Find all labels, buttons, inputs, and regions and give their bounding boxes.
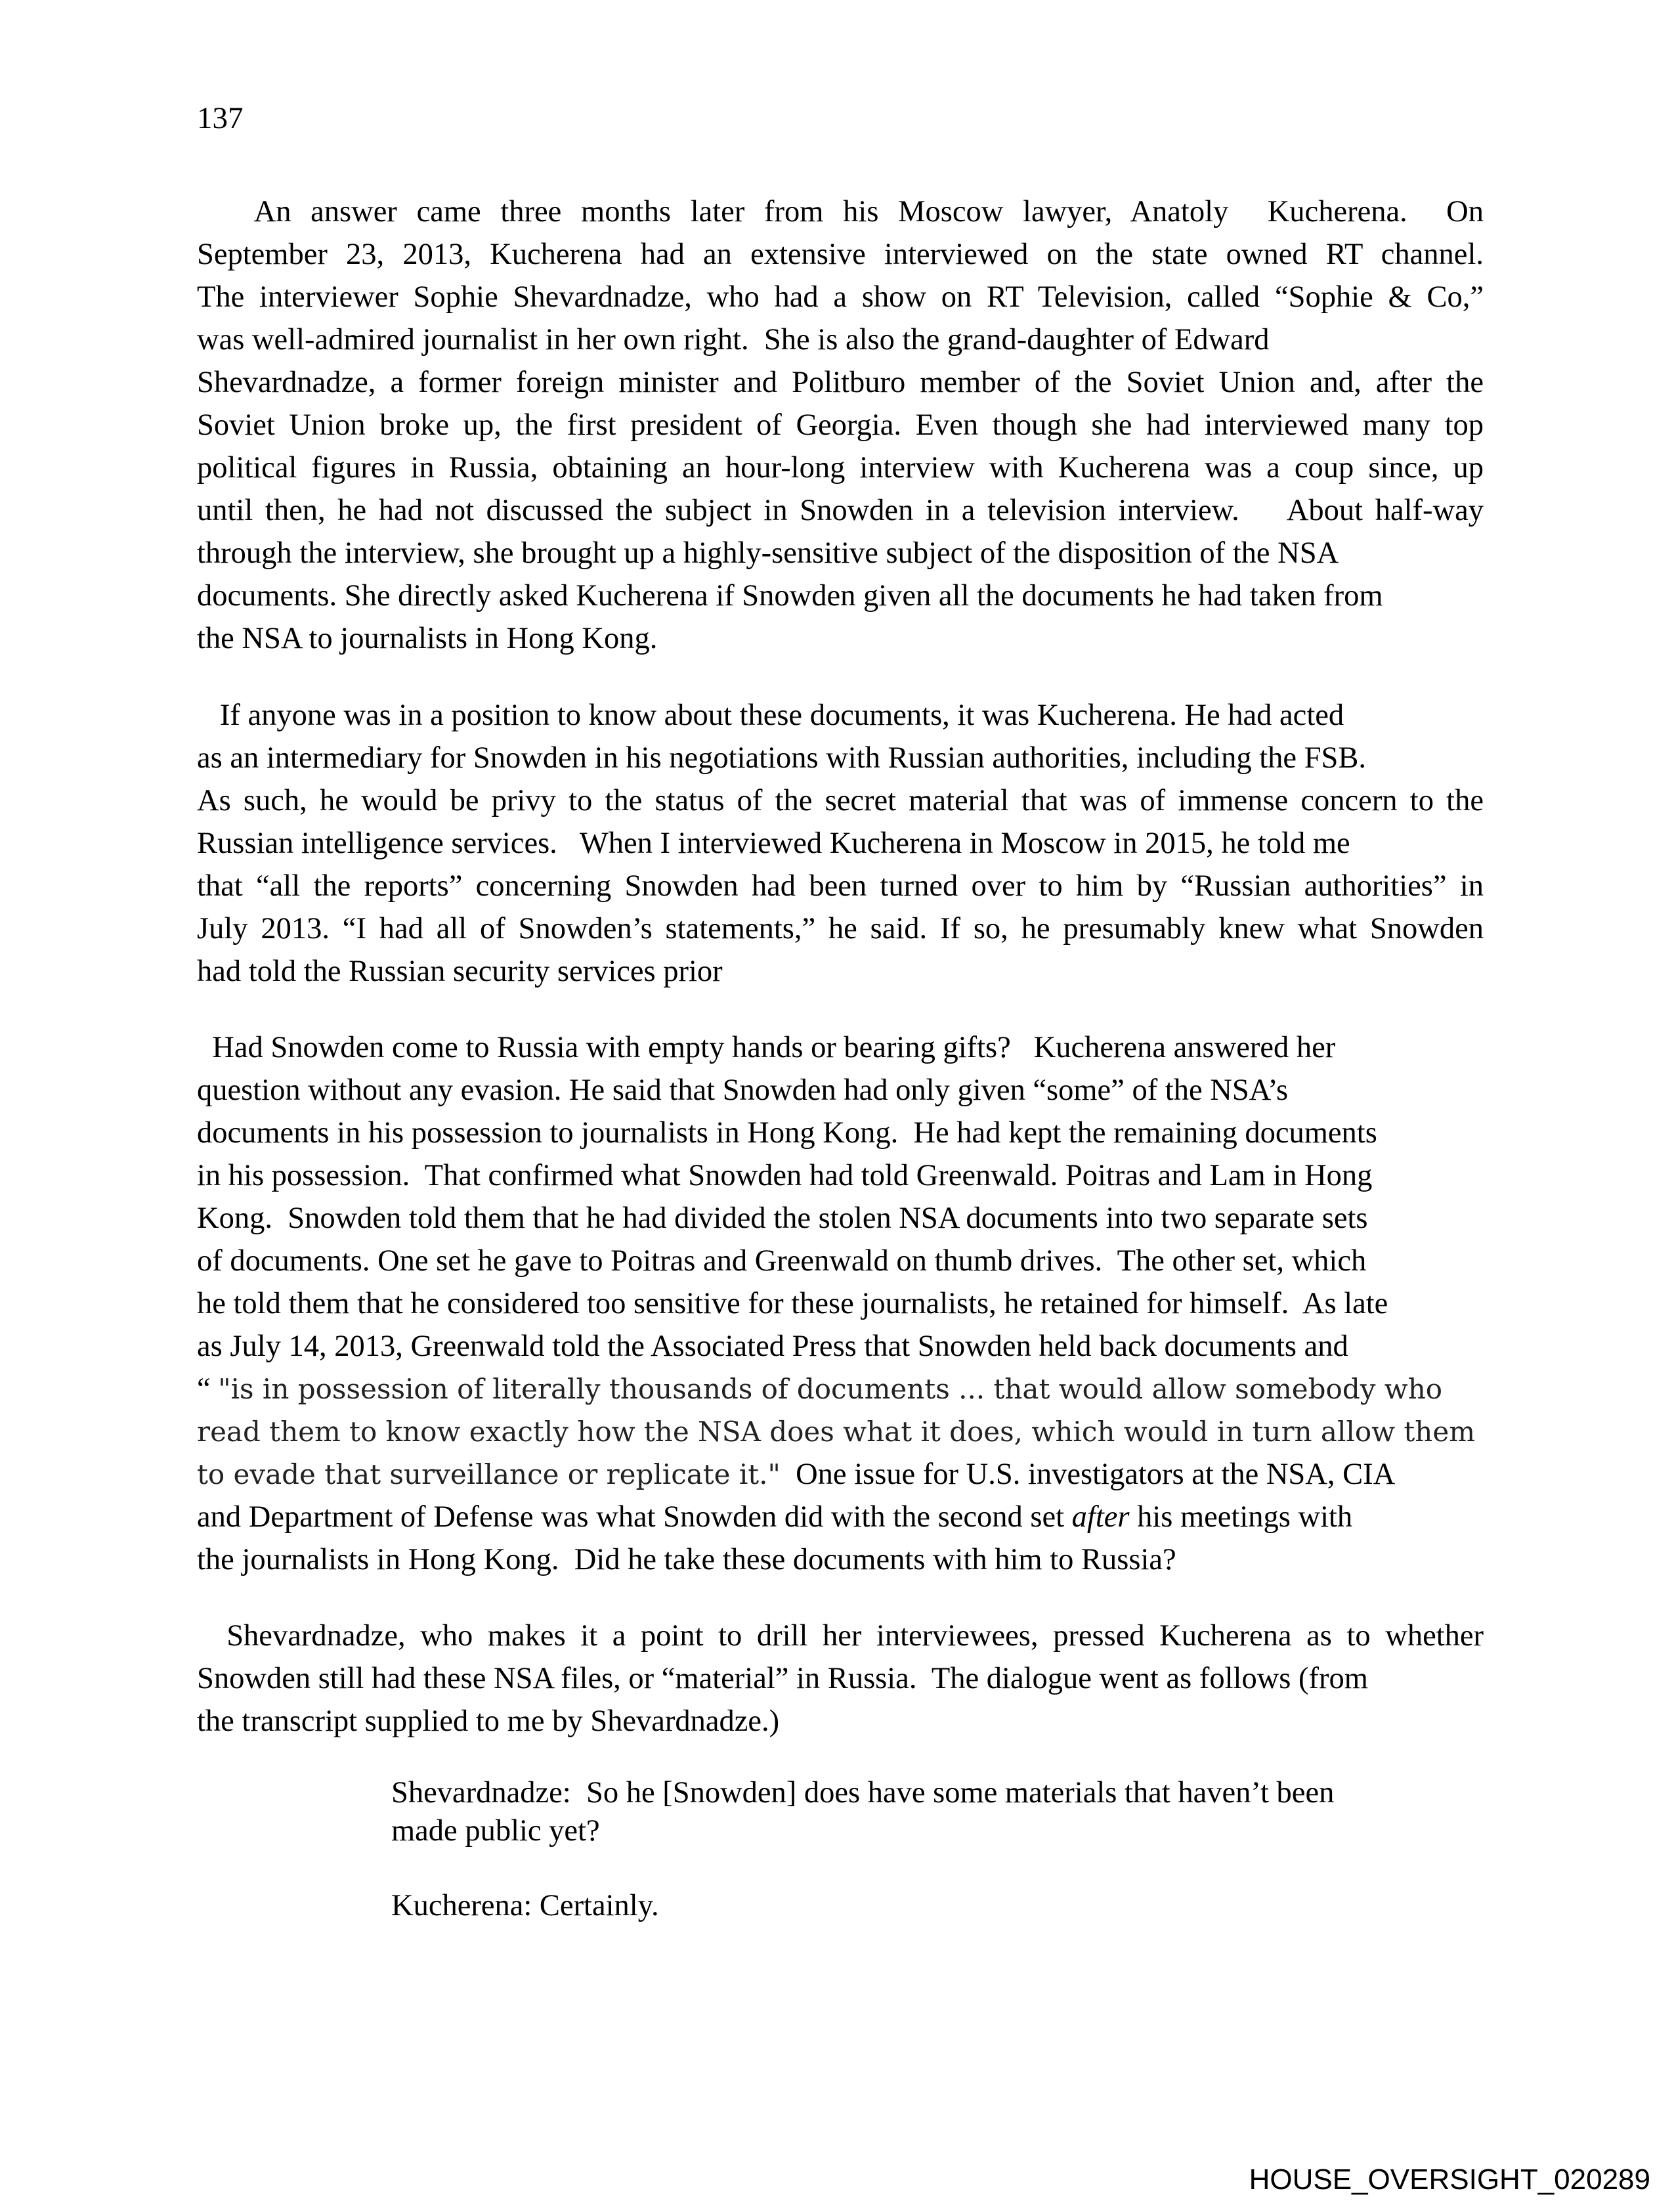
emphasis-text: after [1071, 1500, 1130, 1534]
dialogue-line: made public yet? [391, 1814, 600, 1848]
paragraph-line: Shevardnadze, who makes it a point to drill her interviewees, pressed Kucherena as to whether [197, 1619, 1484, 1653]
paragraph-text: the journalists in Hong Kong. Did he take these documents with him to Russia? [197, 1543, 1176, 1576]
paragraph-line: Kong. Snowden told them that he had divided the stolen NSA documents into two separate sets [197, 1202, 1368, 1235]
paragraph-line: As such, he would be privy to the status of the secret material that was of immense concern to the [197, 784, 1484, 817]
quoted-line [197, 1368, 1484, 1410]
paragraph-line [197, 1496, 1484, 1538]
paragraph-1 [197, 190, 1484, 660]
dialogue-line [391, 1887, 1376, 1925]
paragraph-text: his meetings with [1129, 1500, 1353, 1534]
bates-stamp: HOUSE_OVERSIGHT_020289 [1249, 2163, 1650, 2196]
paragraph-line: July 2013. “I had all of Snowden’s statements,” he said. If so, he presumably knew what Snowden [197, 912, 1484, 945]
dialogue-speaker: Kucherena: [391, 1889, 532, 1922]
paragraph-line: The interviewer Sophie Shevardnadze, who had a show on RT Television, called “Sophie & Co,” [197, 280, 1484, 314]
paragraph-3 [197, 1026, 1484, 1581]
paragraph-line: the NSA to journalists in Hong Kong. [197, 622, 658, 655]
paragraph-line: documents in his possession to journalists in Hong Kong. He had kept the remaining documents [197, 1116, 1377, 1150]
paragraph-line: as an intermediary for Snowden in his negotiations with Russian authorities, including the FSB. [197, 741, 1367, 775]
paragraph-line: question without any evasion. He said that Snowden had only given “some” of the NSA’s [197, 1073, 1289, 1107]
paragraph-line: Snowden still had these NSA files, or “material” in Russia. The dialogue went as follows (from [197, 1662, 1368, 1695]
paragraph-line: had told the Russian security services prior [197, 955, 723, 988]
dialogue-text: So he [Snowden] does have some materials that haven’t been [570, 1776, 1335, 1810]
paragraph-line: until then, he had not discussed the subject in Snowden in a television interview. About half-way [197, 494, 1484, 527]
dialogue-line [391, 1774, 1376, 1812]
paragraph-line: September 23, 2013, Kucherena had an extensive interviewed on the state owned RT channel. [197, 238, 1484, 271]
paragraph-line: Shevardnadze, a former foreign minister and Politburo member of the Soviet Union and, after the [197, 366, 1484, 399]
paragraph-line: documents. She directly asked Kucherena if Snowden given all the documents he had taken from [197, 579, 1383, 613]
page-number: 137 [197, 101, 244, 135]
ap-quote-text: "is in possession of literally thousands of documents ... that would allow somebody who [218, 1373, 1443, 1405]
paragraph-line: An answer came three months later from his Moscow lawyer, Anatoly Kucherena. On [197, 195, 1484, 228]
paragraph-line: political figures in Russia, obtaining an hour-long interview with Kucherena was a coup since, up [197, 451, 1484, 485]
paragraph-4 [197, 1615, 1484, 1743]
dialogue-text: Certainly. [532, 1889, 659, 1922]
quote-open-mark: “ [197, 1372, 219, 1406]
paragraph-line: through the interview, she brought up a highly-sensitive subject of the disposition of the NSA [197, 536, 1339, 570]
paragraph-line: Soviet Union broke up, the first president of Georgia. Even though she had interviewed many top [197, 408, 1484, 442]
ap-quote-text: to evade that surveillance or replicate it." [197, 1458, 781, 1490]
quoted-line [197, 1453, 1484, 1496]
paragraph-text: and Department of Defense was what Snowden did with the second set [197, 1500, 1072, 1534]
paragraph-line: of documents. One set he gave to Poitras and Greenwald on thumb drives. The other set, which [197, 1244, 1367, 1278]
paragraph-line: If anyone was in a position to know about these documents, it was Kucherena. He had acted [197, 699, 1344, 732]
dialogue-entry-shevardnadze [391, 1774, 1376, 1850]
paragraph-line: the transcript supplied to me by Shevardnadze.) [197, 1704, 780, 1738]
paragraph-line: that “all the reports” concerning Snowden had been turned over to him by “Russian authorities” in [197, 869, 1484, 903]
paragraph-line: he told them that he considered too sensitive for these journalists, he retained for himself. As late [197, 1287, 1388, 1320]
dialogue-entry-kucherena [391, 1887, 1376, 1925]
paragraph-line: in his possession. That confirmed what Snowden had told Greenwald. Poitras and Lam in Hong [197, 1159, 1373, 1192]
paragraph-line: was well-admired journalist in her own right. She is also the grand-daughter of Edward [197, 323, 1270, 357]
paragraph-text: One issue for U.S. investigators at the NSA, CIA [780, 1458, 1396, 1491]
quoted-line [197, 1410, 1484, 1453]
paragraph-line: Had Snowden come to Russia with empty hands or bearing gifts? Kucherena answered her [197, 1031, 1336, 1064]
ap-quote-text: read them to know exactly how the NSA does what it does, which would in turn allow them [197, 1416, 1476, 1448]
paragraph-line: Russian intelligence services. When I interviewed Kucherena in Moscow in 2015, he told me [197, 827, 1350, 860]
paragraph-2 [197, 694, 1484, 993]
paragraph-line: as July 14, 2013, Greenwald told the Associated Press that Snowden held back documents and [197, 1330, 1348, 1363]
dialogue-speaker: Shevardnadze: [391, 1776, 571, 1810]
paragraph-line [197, 1538, 1484, 1581]
